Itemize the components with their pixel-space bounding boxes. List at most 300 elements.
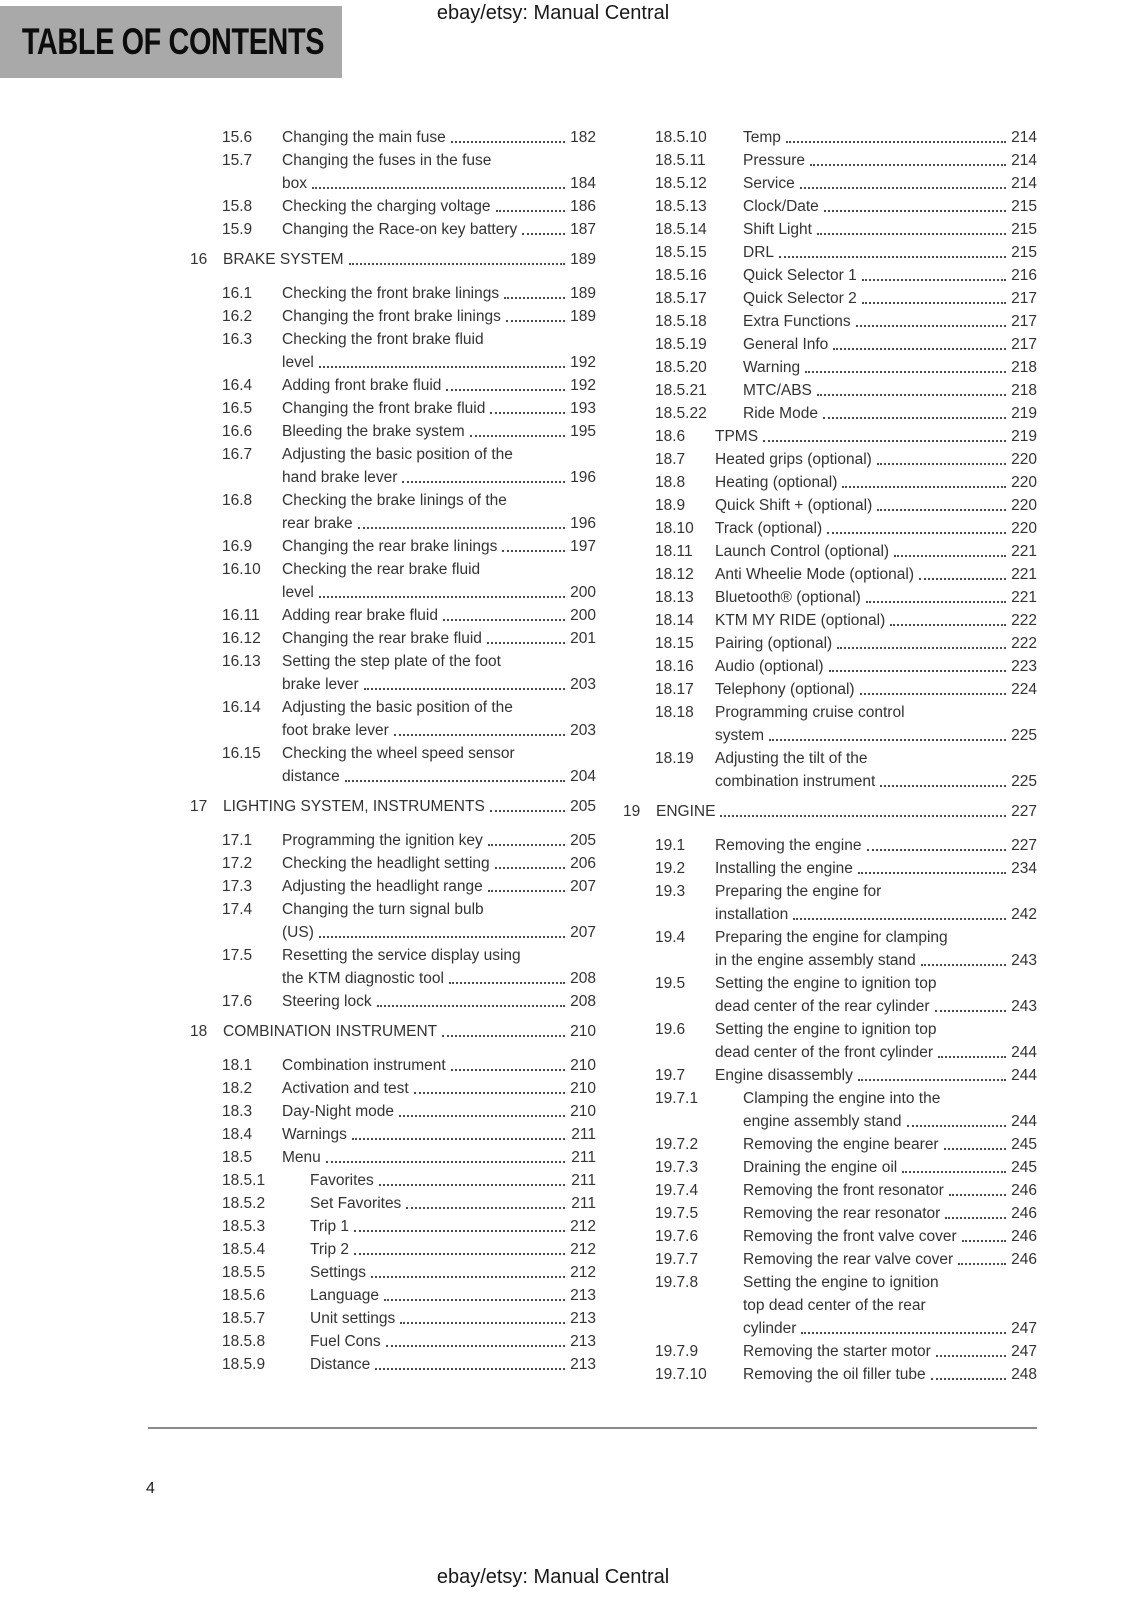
toc-entry-number: 19.7	[655, 1067, 686, 1084]
toc-entry-number: 19.1	[655, 837, 686, 854]
toc-entry-number: 17.3	[222, 878, 253, 895]
toc-entry-title	[743, 1340, 1037, 1363]
toc-title-text: Warnings	[282, 1126, 347, 1143]
toc-title-line	[715, 1041, 1037, 1064]
toc-entry-title	[282, 489, 596, 535]
toc-title-text: engine assembly stand	[743, 1113, 902, 1130]
toc-entry-number: 18.11	[655, 543, 693, 560]
toc-title-text: Quick Selector 2	[743, 290, 857, 307]
toc-entry-16.4	[190, 374, 596, 397]
toc-title-text: KTM MY RIDE (optional)	[715, 612, 886, 629]
toc-title-line	[715, 540, 1037, 563]
toc-title-line: Setting the engine to ignition	[743, 1274, 939, 1291]
toc-title-text: Quick Selector 1	[743, 267, 857, 284]
dot-leader	[800, 187, 1006, 189]
toc-entry-page: 211	[571, 1149, 596, 1166]
toc-title-line: Setting the step plate of the foot	[282, 653, 501, 670]
toc-entry-18.15	[623, 632, 1037, 655]
dot-leader	[502, 550, 565, 552]
toc-entry-19.7.9	[623, 1340, 1037, 1363]
toc-entry-page: 208	[570, 993, 596, 1010]
dot-leader	[938, 1056, 1006, 1058]
toc-entry-16.15	[190, 742, 596, 788]
toc-title-text: ENGINE	[656, 803, 716, 820]
dot-leader	[386, 1345, 565, 1347]
toc-title-line	[743, 149, 1037, 172]
toc-entry-number: 18.14	[655, 612, 694, 629]
page-number: 4	[146, 1480, 155, 1497]
toc-entry-page: 200	[570, 607, 596, 624]
toc-entry-number: 18.5.18	[655, 313, 707, 330]
dot-leader	[442, 1035, 565, 1037]
toc-title-text: box	[282, 175, 307, 192]
toc-entry-page: 216	[1011, 267, 1037, 284]
toc-entry-number: 18.10	[655, 520, 694, 537]
toc-entry-title	[282, 420, 596, 443]
toc-entry-15.8	[190, 195, 596, 218]
toc-title-text: brake lever	[282, 676, 359, 693]
dot-leader	[354, 1253, 565, 1255]
dot-leader	[449, 982, 565, 984]
dot-leader	[919, 578, 1006, 580]
title-box	[0, 6, 342, 78]
toc-entry-17.4	[190, 898, 596, 944]
toc-entry-title	[282, 604, 596, 627]
toc-title-line	[310, 1284, 596, 1307]
toc-entry-number: 18.5.8	[222, 1333, 266, 1350]
toc-entry-18.5.10	[623, 126, 1037, 149]
dot-leader	[858, 872, 1006, 874]
toc-entry-title	[282, 875, 596, 898]
toc-entry-title	[282, 1054, 596, 1077]
toc-title-line	[282, 1146, 596, 1169]
toc-title-line	[743, 1179, 1037, 1202]
toc-title-line	[743, 1248, 1037, 1271]
toc-entry-page: 213	[570, 1310, 596, 1327]
dot-leader	[945, 1217, 1006, 1219]
toc-entry-title	[743, 149, 1037, 172]
toc-entry-page: 208	[570, 970, 596, 987]
toc-entry-18.17	[623, 678, 1037, 701]
toc-entry-number: 18.15	[655, 635, 694, 652]
toc-entry-number: 16.1	[222, 285, 253, 302]
toc-entry-19	[623, 800, 1037, 823]
toc-title-text: DRL	[743, 244, 775, 261]
toc-title-line	[715, 448, 1037, 471]
dot-leader	[817, 233, 1006, 235]
toc-entry-page: 197	[570, 538, 596, 555]
toc-title-line	[282, 1077, 596, 1100]
toc-entry-number: 16.3	[222, 331, 253, 348]
toc-title-line	[656, 800, 1037, 823]
toc-entry-18.10	[623, 517, 1037, 540]
toc-title-line: Clamping the engine into the	[743, 1090, 941, 1107]
toc-entry-page: 247	[1011, 1320, 1037, 1337]
toc-title-line	[715, 834, 1037, 857]
toc-entry-number: 18.5.3	[222, 1218, 266, 1235]
toc-title-text: Activation and test	[282, 1080, 409, 1097]
toc-entry-16.13	[190, 650, 596, 696]
toc-title-text: level	[282, 354, 314, 371]
dot-leader	[823, 417, 1006, 419]
toc-entry-18.5.15	[623, 241, 1037, 264]
toc-title-line: top dead center of the rear	[743, 1297, 926, 1314]
toc-title-text: MTC/ABS	[743, 382, 812, 399]
toc-entry-18.5.21	[623, 379, 1037, 402]
toc-title-line	[715, 770, 1037, 793]
dot-leader	[877, 509, 1006, 511]
toc-entry-title	[743, 287, 1037, 310]
toc-entry-number: 18.5.13	[655, 198, 707, 215]
toc-title-text: Language	[310, 1287, 379, 1304]
dot-leader	[805, 371, 1006, 373]
toc-title-line	[743, 195, 1037, 218]
toc-entry-title	[715, 1064, 1037, 1087]
toc-entry-title	[223, 1020, 596, 1043]
toc-entry-15.9	[190, 218, 596, 241]
toc-title-text: Steering lock	[282, 993, 372, 1010]
toc-entry-number: 18.5.2	[222, 1195, 266, 1212]
toc-entry-page: 187	[570, 221, 596, 238]
toc-title-line	[715, 632, 1037, 655]
toc-entry-number: 15.8	[222, 198, 253, 215]
dot-leader	[866, 601, 1006, 603]
toc-entry-18.11	[623, 540, 1037, 563]
dot-leader	[949, 1194, 1006, 1196]
toc-entry-19.7.1	[623, 1087, 1037, 1133]
toc-entry-18	[190, 1020, 596, 1043]
dot-leader	[319, 936, 565, 938]
toc-entry-page: 196	[570, 469, 596, 486]
toc-title-line	[743, 1110, 1037, 1133]
toc-entry-number: 16.4	[222, 377, 253, 394]
dot-leader	[379, 1184, 565, 1186]
dot-leader	[862, 302, 1006, 304]
toc-entry-page: 192	[570, 377, 596, 394]
toc-entry-page: 219	[1011, 428, 1037, 445]
dot-leader	[496, 210, 565, 212]
toc-entry-title	[282, 1077, 596, 1100]
dot-leader	[944, 1148, 1006, 1150]
toc-title-text: Trip 1	[310, 1218, 350, 1235]
toc-title-line	[715, 655, 1037, 678]
dot-leader	[829, 670, 1006, 672]
toc-entry-19.5	[623, 972, 1037, 1018]
toc-entry-17	[190, 795, 596, 818]
toc-entry-number: 18.5.1	[222, 1172, 266, 1189]
toc-title-text: Checking the charging voltage	[282, 198, 491, 215]
toc-title-line	[223, 1020, 596, 1043]
toc-title-line: Resetting the service display using	[282, 947, 521, 964]
toc-entry-page: 201	[570, 630, 596, 647]
toc-entry-title	[715, 425, 1037, 448]
dot-leader	[495, 867, 565, 869]
dot-leader	[958, 1263, 1006, 1265]
toc-title-text: Bleeding the brake system	[282, 423, 465, 440]
toc-entry-19.6	[623, 1018, 1037, 1064]
dot-leader	[902, 1171, 1006, 1173]
toc-entry-number: 18.5.6	[222, 1287, 266, 1304]
toc-entry-number: 16.11	[222, 607, 260, 624]
toc-entry-page: 193	[570, 400, 596, 417]
dot-leader	[352, 1138, 565, 1140]
toc-title-line: Setting the engine to ignition top	[715, 1021, 937, 1038]
toc-entry-title	[743, 172, 1037, 195]
toc-entry-title	[715, 540, 1037, 563]
dot-leader	[400, 1322, 565, 1324]
dot-leader	[358, 527, 565, 529]
toc-entry-title	[310, 1284, 596, 1307]
toc-entry-title	[656, 800, 1037, 823]
toc-entry-16.6	[190, 420, 596, 443]
toc-entry-page: 212	[570, 1218, 596, 1235]
toc-entry-page: 243	[1011, 952, 1037, 969]
toc-entry-18.5.4	[190, 1238, 596, 1261]
toc-entry-19.4	[623, 926, 1037, 972]
footer-watermark: ebay/etsy: Manual Central	[436, 1566, 670, 1588]
toc-title-line	[743, 310, 1037, 333]
toc-entry-title	[743, 241, 1037, 264]
toc-entry-title	[715, 586, 1037, 609]
toc-entry-page: 244	[1011, 1067, 1037, 1084]
dot-leader	[880, 785, 1006, 787]
toc-entry-title	[282, 149, 596, 195]
toc-entry-number: 16.2	[222, 308, 253, 325]
dot-leader	[769, 739, 1006, 741]
toc-entry-number: 19.7.5	[655, 1205, 699, 1222]
toc-entry-19.7.8	[623, 1271, 1037, 1340]
toc-entry-18.5.11	[623, 149, 1037, 172]
dot-leader	[326, 1161, 565, 1163]
toc-entry-number: 16.10	[222, 561, 261, 578]
dot-leader	[490, 412, 565, 414]
toc-entry-18.3	[190, 1100, 596, 1123]
toc-entry-19.7.5	[623, 1202, 1037, 1225]
toc-entry-18.5.16	[623, 264, 1037, 287]
toc-entry-title	[282, 535, 596, 558]
toc-entry-number: 19.7.8	[655, 1274, 699, 1291]
toc-entry-page: 220	[1011, 520, 1037, 537]
dot-leader	[443, 619, 565, 621]
toc-title-line	[282, 1054, 596, 1077]
toc-entry-page: 223	[1011, 658, 1037, 675]
toc-title-line	[310, 1261, 596, 1284]
dot-leader	[862, 279, 1006, 281]
toc-entry-18.5.14	[623, 218, 1037, 241]
toc-entry-title	[743, 1225, 1037, 1248]
toc-entry-18.14	[623, 609, 1037, 632]
toc-entry-page: 221	[1011, 543, 1037, 560]
toc-entry-title	[310, 1215, 596, 1238]
toc-title-text: Heated grips (optional)	[715, 451, 872, 468]
toc-entry-18.5.22	[623, 402, 1037, 425]
toc-entry-title	[743, 333, 1037, 356]
toc-title-line	[282, 282, 596, 305]
toc-entry-17.5	[190, 944, 596, 990]
toc-title-text: Quick Shift + (optional)	[715, 497, 873, 514]
toc-entry-number: 18.9	[655, 497, 686, 514]
toc-title-line	[282, 512, 596, 535]
toc-title-line	[715, 949, 1037, 972]
toc-entry-title	[715, 926, 1037, 972]
toc-entry-page: 246	[1011, 1228, 1037, 1245]
toc-entry-title	[282, 627, 596, 650]
toc-title-line	[282, 1123, 596, 1146]
toc-title-line	[282, 967, 596, 990]
toc-title-text: dead center of the front cylinder	[715, 1044, 933, 1061]
toc-entry-page: 217	[1011, 290, 1037, 307]
dot-leader	[856, 325, 1006, 327]
toc-title-text: Changing the rear brake linings	[282, 538, 498, 555]
dot-leader	[867, 849, 1007, 851]
dot-leader	[470, 435, 565, 437]
toc-entry-title	[715, 471, 1037, 494]
toc-entry-number: 18.13	[655, 589, 694, 606]
toc-entry-number: 15.6	[222, 129, 253, 146]
toc-entry-19.7.7	[623, 1248, 1037, 1271]
toc-title-line	[743, 172, 1037, 195]
dot-leader	[890, 624, 1006, 626]
toc-title-line	[282, 397, 596, 420]
header-watermark: ebay/etsy: Manual Central	[436, 2, 670, 24]
toc-entry-number: 18.19	[655, 750, 694, 767]
toc-entry-page: 215	[1011, 198, 1037, 215]
toc-entry-number: 16.6	[222, 423, 253, 440]
toc-entry-page: 246	[1011, 1182, 1037, 1199]
toc-entry-number: 16.15	[222, 745, 261, 762]
toc-entry-page: 205	[570, 832, 596, 849]
toc-entry-page: 214	[1011, 152, 1037, 169]
toc-title-text: dead center of the rear cylinder	[715, 998, 930, 1015]
toc-title-line	[223, 795, 596, 818]
toc-entry-number: 18.5.12	[655, 175, 707, 192]
toc-entry-page: 218	[1011, 359, 1037, 376]
toc-entry-title	[743, 1179, 1037, 1202]
dot-leader	[451, 1069, 565, 1071]
toc-entry-title	[282, 696, 596, 742]
toc-entry-page: 186	[570, 198, 596, 215]
toc-entry-title	[282, 650, 596, 696]
toc-title-line	[743, 1317, 1037, 1340]
toc-entry-18.5.2	[190, 1192, 596, 1215]
toc-entry-title	[310, 1238, 596, 1261]
toc-entry-page: 215	[1011, 221, 1037, 238]
toc-entry-page: 196	[570, 515, 596, 532]
toc-entry-page: 212	[570, 1241, 596, 1258]
toc-entry-title	[743, 402, 1037, 425]
toc-title-text: COMBINATION INSTRUMENT	[223, 1023, 438, 1040]
toc-entry-17.2	[190, 852, 596, 875]
toc-title-line	[282, 374, 596, 397]
toc-title-text: Removing the oil filler tube	[743, 1366, 926, 1383]
toc-title-text: hand brake lever	[282, 469, 398, 486]
toc-entry-page: 182	[570, 129, 596, 146]
toc-entry-title	[715, 1018, 1037, 1064]
toc-title-line	[282, 765, 596, 788]
dot-leader	[490, 810, 565, 812]
toc-title-text: Clock/Date	[743, 198, 819, 215]
toc-entry-19.7.10	[623, 1363, 1037, 1386]
toc-entry-18.5.3	[190, 1215, 596, 1238]
toc-entry-title	[715, 632, 1037, 655]
toc-title-text: Changing the rear brake fluid	[282, 630, 482, 647]
dot-leader	[402, 481, 565, 483]
toc-entry-number: 18.3	[222, 1103, 253, 1120]
toc-entry-page: 225	[1011, 773, 1037, 790]
toc-entry-number: 15.9	[222, 221, 253, 238]
toc-title-text: foot brake lever	[282, 722, 389, 739]
dot-leader	[394, 734, 565, 736]
toc-title-line	[282, 852, 596, 875]
toc-entry-number: 17.2	[222, 855, 253, 872]
toc-title-text: Draining the engine oil	[743, 1159, 898, 1176]
toc-entry-page: 244	[1011, 1044, 1037, 1061]
toc-title-text: system	[715, 727, 765, 744]
toc-title-text: Shift Light	[743, 221, 812, 238]
dot-leader	[488, 844, 565, 846]
toc-title-line	[282, 305, 596, 328]
toc-entry-number: 16.8	[222, 492, 253, 509]
toc-title-line	[282, 990, 596, 1013]
toc-entry-title	[282, 558, 596, 604]
toc-entry-16.2	[190, 305, 596, 328]
toc-entry-number: 18.5.19	[655, 336, 707, 353]
toc-title-line	[282, 829, 596, 852]
toc-entry-18.5.6	[190, 1284, 596, 1307]
toc-entry-number: 19.7.7	[655, 1251, 699, 1268]
toc-entry-number: 15.7	[222, 152, 253, 169]
toc-entry-title	[310, 1330, 596, 1353]
dot-leader	[827, 532, 1006, 534]
toc-entry-number: 18.5.17	[655, 290, 707, 307]
toc-entry-number: 18.5.10	[655, 129, 707, 146]
toc-entry-title	[715, 655, 1037, 678]
dot-leader	[858, 1079, 1006, 1081]
toc-entry-title	[282, 898, 596, 944]
toc-entry-page: 195	[570, 423, 596, 440]
toc-entry-page: 207	[570, 878, 596, 895]
toc-title-line	[715, 678, 1037, 701]
dot-leader	[779, 256, 1006, 258]
toc-title-text: level	[282, 584, 314, 601]
toc-title-line	[743, 402, 1037, 425]
toc-entry-title	[715, 678, 1037, 701]
dot-leader	[399, 1115, 565, 1117]
toc-entry-16.11	[190, 604, 596, 627]
toc-entry-number: 18.2	[222, 1080, 253, 1097]
toc-entry-title	[282, 990, 596, 1013]
toc-entry-title	[282, 305, 596, 328]
toc-entry-title	[743, 1363, 1037, 1386]
toc-title-text: Ride Mode	[743, 405, 818, 422]
toc-entry-page: 203	[570, 676, 596, 693]
toc-entry-number: 17.4	[222, 901, 253, 918]
toc-entry-number: 18.18	[655, 704, 694, 721]
toc-title-line	[310, 1169, 596, 1192]
toc-title-line	[282, 581, 596, 604]
toc-entry-19.7.6	[623, 1225, 1037, 1248]
toc-entry-title	[282, 218, 596, 241]
toc-entry-page: 189	[570, 308, 596, 325]
toc-entry-title	[743, 1133, 1037, 1156]
dot-leader	[375, 1368, 565, 1370]
toc-entry-number: 18.7	[655, 451, 686, 468]
toc-entry-title	[282, 328, 596, 374]
toc-title-text: Checking the headlight setting	[282, 855, 490, 872]
toc-entry-16	[190, 248, 596, 271]
toc-entry-page: 220	[1011, 451, 1037, 468]
toc-entry-page: 213	[570, 1356, 596, 1373]
